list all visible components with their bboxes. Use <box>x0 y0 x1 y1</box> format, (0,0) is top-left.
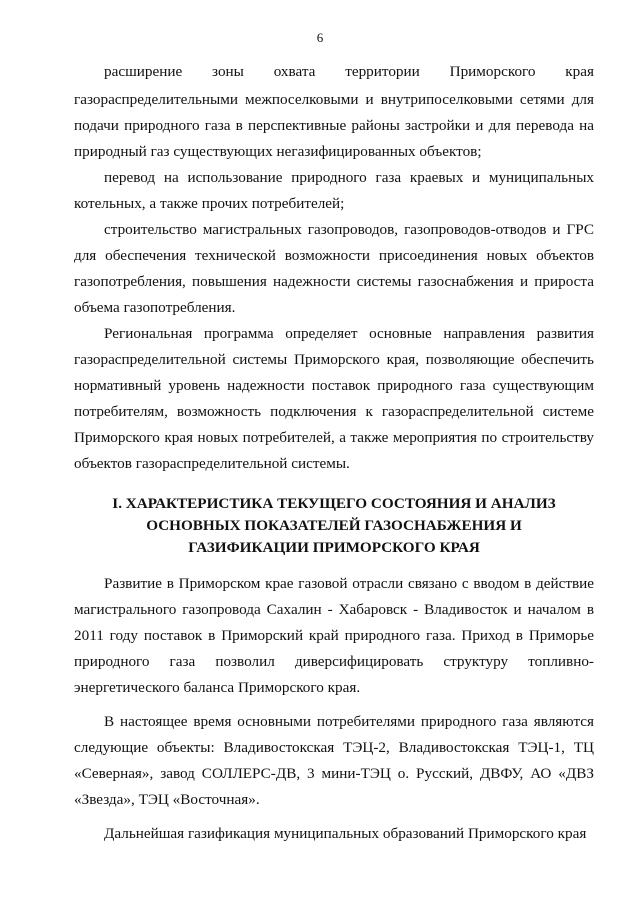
paragraph-4-line-1: Региональная программа определяет основные направления развития <box>104 325 594 342</box>
paragraph-1-line-2: газораспределительными межпоселковыми и внутрипоселковыми сетями для <box>74 91 594 108</box>
paragraph-4-line-5: Приморского края новых потребителей, а также мероприятия по строительству <box>74 429 594 446</box>
paragraph-6-line-4: «Звезда», ТЭЦ «Восточная». <box>74 791 260 808</box>
paragraph-4-line-3: нормативный уровень надежности поставок природного газа существующим <box>74 377 594 394</box>
section-heading-line-3: ГАЗИФИКАЦИИ ПРИМОРСКОГО КРАЯ <box>188 539 480 556</box>
paragraph-5-line-1: Развитие в Приморском крае газовой отрасли связано с вводом в действие <box>104 575 594 592</box>
paragraph-1-line-4: природный газ существующих негазифицированных объектов; <box>74 143 482 160</box>
paragraph-7-line-1: Дальнейшая газификация муниципальных образований Приморского края <box>104 825 587 842</box>
paragraph-5-line-5: энергетического баланса Приморского края. <box>74 679 361 696</box>
paragraph-4-line-2: газораспределительной системы Приморского края, позволяющие обеспечить <box>74 351 594 368</box>
paragraph-2-line-1: перевод на использование природного газа краевых и муниципальных <box>104 169 594 186</box>
page-number: 6 <box>316 30 324 45</box>
paragraph-6-line-1: В настоящее время основными потребителями природного газа являются <box>104 713 594 730</box>
paragraph-5-line-3: 2011 году поставок в Приморский край природного газа. Приход в Приморье <box>74 627 594 644</box>
paragraph-2-line-2: котельных, а также прочих потребителей; <box>74 195 345 212</box>
paragraph-6-line-3: «Северная», завод СОЛЛЕРС-ДВ, 3 мини-ТЭЦ о. Русский, ДВФУ, АО «ДВЗ <box>74 765 594 782</box>
paragraph-1-line-1: расширение зоны охвата территории Приморского края <box>104 63 594 80</box>
paragraph-5-line-4: природного газа позволил диверсифицировать структуру топливно- <box>74 653 594 670</box>
paragraph-4-line-6: объектов газораспределительной системы. <box>74 455 350 472</box>
paragraph-3-line-1: строительство магистральных газопроводов, газопроводов-отводов и ГРС <box>104 221 594 238</box>
section-heading-line-1: I. ХАРАКТЕРИСТИКА ТЕКУЩЕГО СОСТОЯНИЯ И АНАЛИЗ <box>112 495 556 512</box>
paragraph-5-line-2: магистрального газопровода Сахалин - Хабаровск - Владивосток и началом в <box>74 601 594 618</box>
paragraph-3-line-2: для обеспечения технической возможности присоединения новых объектов <box>74 247 594 264</box>
paragraph-4-line-4: потребителям, возможность подключения к газораспределительной системе <box>74 403 594 420</box>
paragraph-1-line-3: подачи природного газа в перспективные районы застройки и для перевода на <box>74 117 594 134</box>
paragraph-6-line-2: следующие объекты: Владивостокская ТЭЦ-2, Владивостокская ТЭЦ-1, ТЦ <box>74 739 594 756</box>
section-heading-line-2: ОСНОВНЫХ ПОКАЗАТЕЛЕЙ ГАЗОСНАБЖЕНИЯ И <box>146 517 522 534</box>
paragraph-3-line-4: объема газопотребления. <box>74 299 236 316</box>
paragraph-3-line-3: газопотребления, повышения надежности системы газоснабжения и прироста <box>74 273 594 290</box>
